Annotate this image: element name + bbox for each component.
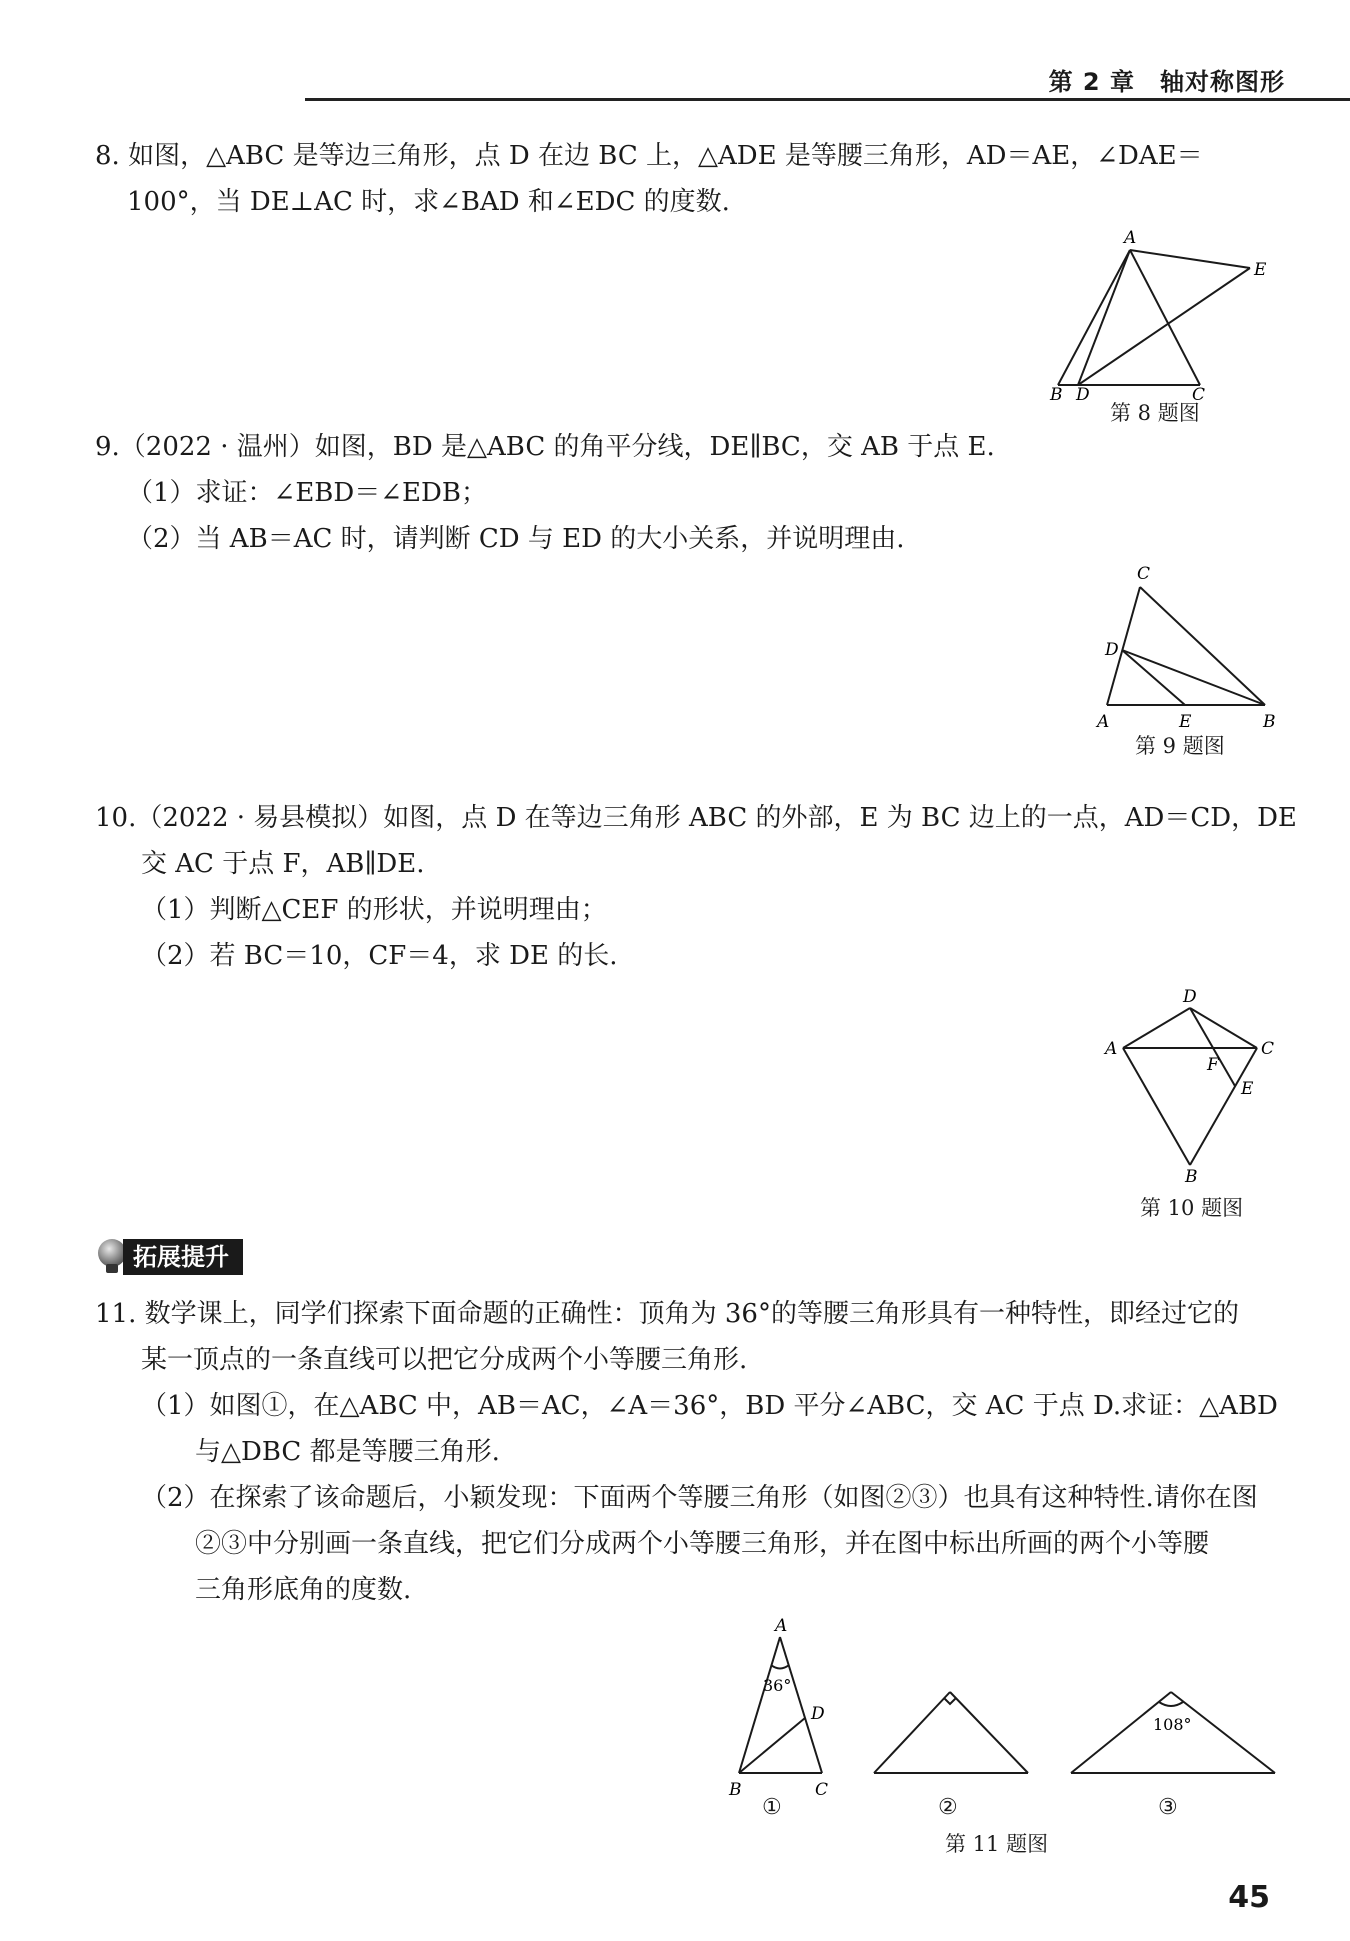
q11-caption: 第 11 题图 (945, 1832, 1049, 1856)
q11f1-label-c: C (815, 1780, 829, 1800)
q11f1-angle: 36° (763, 1676, 792, 1695)
q11f3-angle-arc (1159, 1702, 1183, 1706)
q10-line-ab (1123, 1048, 1190, 1165)
q11-figure-2 (868, 1680, 1038, 1780)
section-title: 拓展提升 (123, 1239, 243, 1275)
q11f1-label-b: B (729, 1780, 742, 1800)
q11f1-label-a: A (775, 1616, 788, 1636)
q8-line-ae (1130, 250, 1250, 268)
q8-figure (1040, 225, 1280, 400)
q11-fig2-number: ② (938, 1795, 958, 1820)
q8-line-ab (1058, 250, 1130, 385)
q10-line-3: （1）判断△CEF 的形状，并说明理由； (141, 895, 607, 925)
q8-label-c: C (1192, 385, 1206, 400)
q10-label-c: C (1261, 1039, 1275, 1059)
q10-label-a: A (1105, 1039, 1118, 1059)
q8-line-ad (1078, 250, 1130, 385)
q11-line-4: 与△DBC 都是等腰三角形. (195, 1437, 500, 1467)
q9-label-e: E (1179, 712, 1192, 732)
q10-label-d: D (1183, 987, 1197, 1007)
q8-line-de (1078, 268, 1250, 385)
q10-caption: 第 10 题图 (1140, 1196, 1244, 1220)
q9-figure (1085, 565, 1285, 735)
q8-label-a: A (1124, 228, 1137, 248)
q11-line-7: 三角形底角的度数. (195, 1575, 412, 1605)
q11-line-1: 11. 数学课上，同学们探索下面命题的正确性：顶角为 36°的等腰三角形具有一种特性，即经过它的 (95, 1299, 1239, 1329)
q11-figure-1 (725, 1615, 855, 1815)
q11f3-angle: 108° (1153, 1715, 1192, 1734)
q8-line-ac (1130, 250, 1200, 385)
q8-line-2: 100°，当 DE⊥AC 时，求∠BAD 和∠EDC 的度数. (127, 187, 730, 217)
q11f1-angle-arc (771, 1665, 789, 1669)
q11-line-6: ②③中分别画一条直线，把它们分成两个小等腰三角形，并在图中标出所画的两个小等腰 (195, 1529, 1210, 1559)
q9-line-2: （1）求证：∠EBD＝∠EDB； (127, 478, 487, 508)
q11-fig1-number: ① (762, 1795, 782, 1820)
q9-label-a: A (1097, 712, 1110, 732)
q8-label-b: B (1050, 385, 1063, 400)
page-number: 45 (1228, 1880, 1270, 1915)
page-header (305, 62, 1350, 101)
q10-label-f: F (1207, 1055, 1219, 1075)
q11-figure-3 (1065, 1680, 1280, 1780)
q10-line-1: 10.（2022 · 易县模拟）如图，点 D 在等边三角形 ABC 的外部，E 为 BC 边上的一点，AD＝CD，DE (95, 803, 1297, 833)
q10-line-2: 交 AC 于点 F，AB∥DE. (141, 849, 425, 879)
question-10 (95, 795, 1297, 979)
q9-label-c: C (1137, 565, 1151, 584)
q11f1-line-ab (739, 1637, 780, 1773)
q11-line-5: （2）在探索了该命题后，小颖发现：下面两个等腰三角形（如图②③）也具有这种特性.请你在图 (141, 1483, 1258, 1513)
q11-line-3: （1）如图①，在△ABC 中，AB＝AC，∠A＝36°，BD 平分∠ABC，交 AC 于点 D.求证：△ABD (141, 1391, 1278, 1421)
q8-label-d: D (1076, 385, 1090, 400)
section-label (95, 1237, 243, 1277)
question-8 (95, 133, 1203, 225)
q9-caption: 第 9 题图 (1135, 734, 1225, 758)
q10-label-b: B (1185, 1167, 1198, 1185)
q11f1-line-bd (739, 1718, 805, 1773)
q9-line-db (1122, 650, 1265, 705)
question-9 (95, 424, 995, 562)
q9-line-de (1122, 650, 1185, 705)
q8-caption: 第 8 题图 (1110, 401, 1200, 425)
question-11 (95, 1291, 1278, 1613)
q11f1-label-d: D (811, 1704, 825, 1724)
q10-line-ad (1123, 1008, 1190, 1048)
q8-label-e: E (1254, 260, 1267, 280)
q9-line-cb (1140, 587, 1265, 705)
q9-label-d: D (1105, 640, 1119, 660)
q11f2-line-left (874, 1692, 950, 1773)
q9-line-1: 9.（2022 · 温州）如图，BD 是△ABC 的角平分线，DE∥BC，交 AB 于点 E. (95, 432, 995, 462)
q8-line-1: 8. 如图，△ABC 是等边三角形，点 D 在边 BC 上，△ADE 是等腰三角形，AD＝AE，∠DAE＝ (95, 141, 1203, 171)
q11f2-right-angle-mark (944, 1698, 956, 1704)
q11-line-2: 某一顶点的一条直线可以把它分成两个小等腰三角形. (141, 1345, 748, 1375)
q10-figure (1095, 980, 1290, 1185)
chapter-title: 第 2 章 轴对称图形 (1048, 68, 1285, 96)
q10-line-dc (1190, 1008, 1257, 1048)
q9-line-3: （2）当 AB＝AC 时，请判断 CD 与 ED 的大小关系，并说明理由. (127, 524, 905, 554)
q11-fig3-number: ③ (1158, 1795, 1178, 1820)
q10-label-e: E (1241, 1079, 1254, 1099)
q11f2-line-right (950, 1692, 1028, 1773)
q9-label-b: B (1263, 712, 1276, 732)
q10-line-4: （2）若 BC＝10，CF＝4，求 DE 的长. (141, 941, 618, 971)
